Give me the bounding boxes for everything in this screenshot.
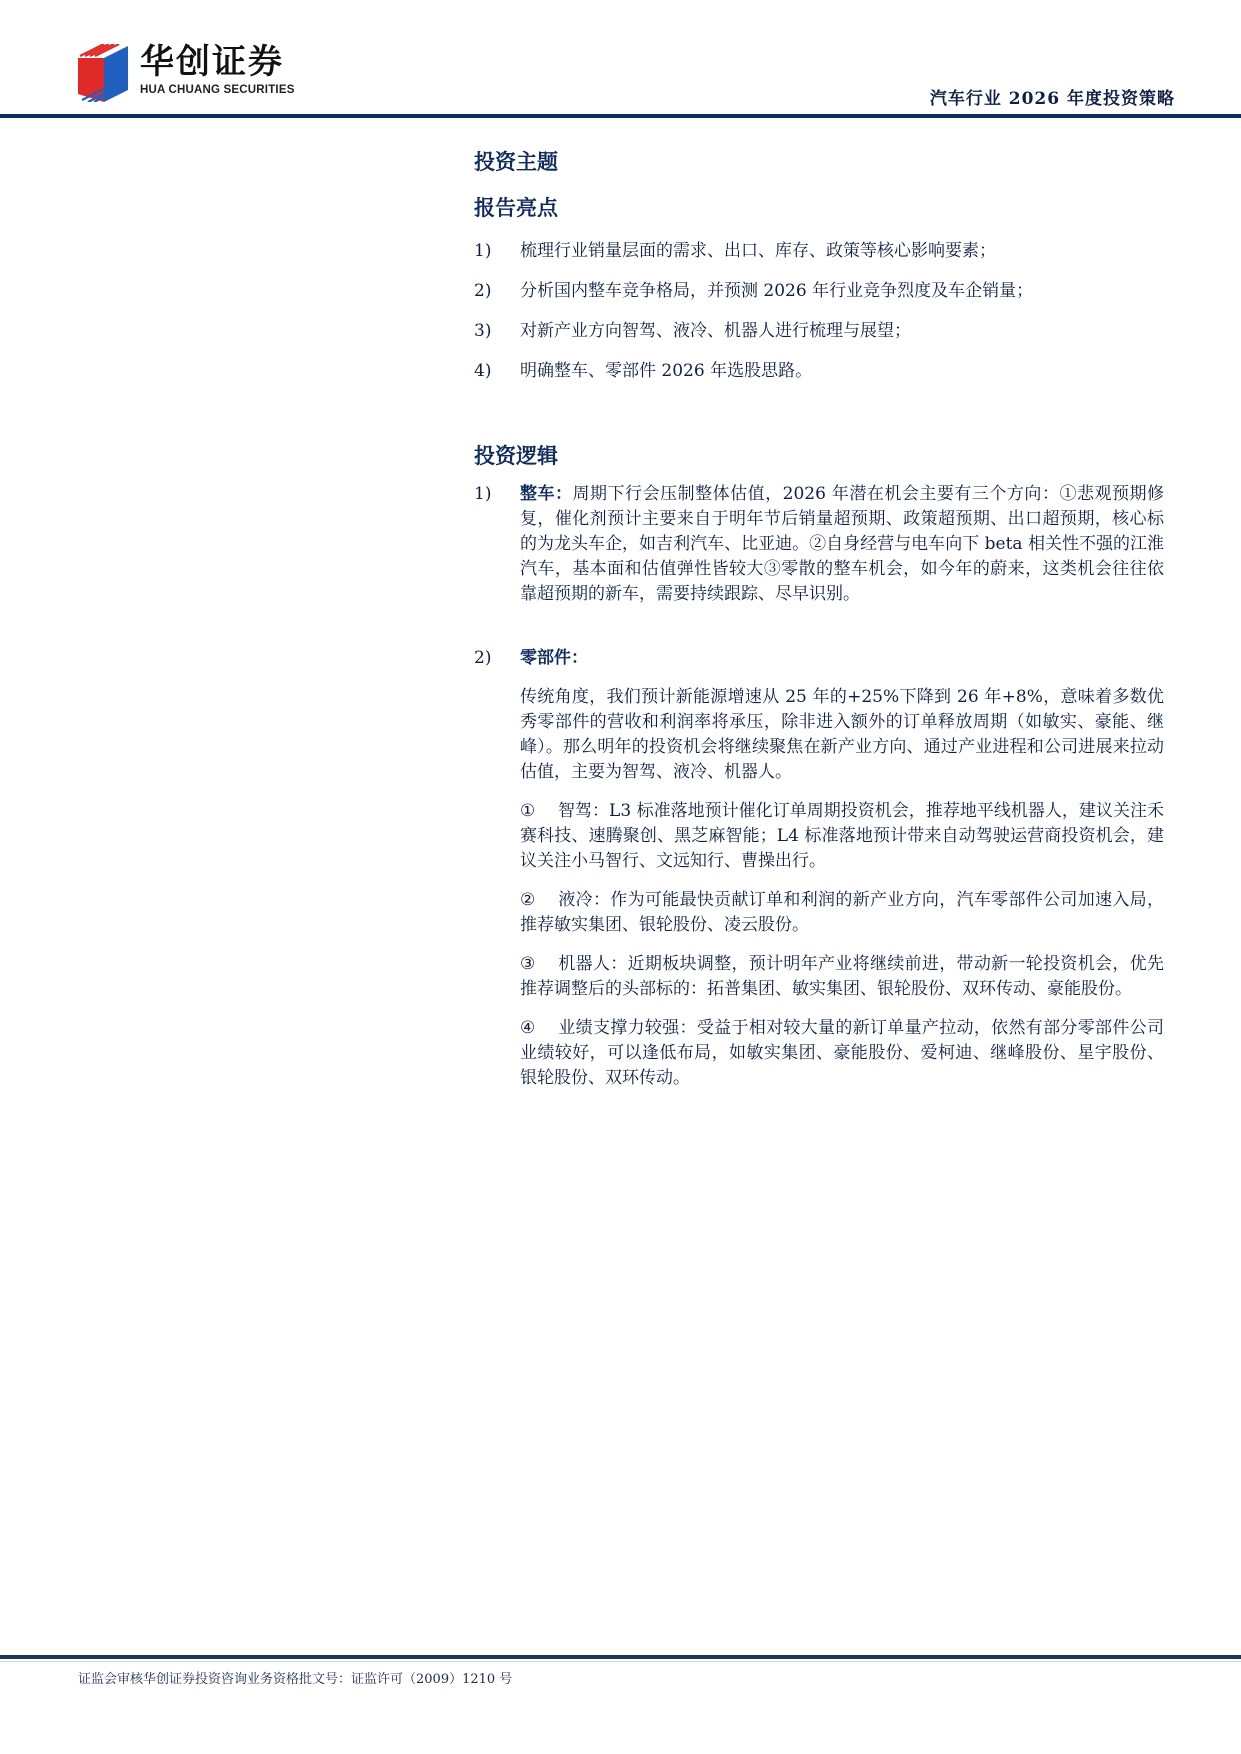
list-item	[474, 360, 1164, 382]
item-text: 周期下行会压制整体估值，2026 年潜在机会主要有三个方向：①悲观预期修复，催化剂预计主要来自于明年节后销量超预期、政策超预期、出口超预期，核心标的为龙头车企，如吉利汽车、比亚迪。②自身经营与电车向下 beta 相关性不强的江淮汽车，基本面和估值弹性皆较大③零散的整车机会，如今年的蔚来，这类机会往往依靠超预期的新车，需要持续跟踪、尽早识别。	[520, 484, 1164, 604]
logic-item-vehicles	[474, 482, 1164, 607]
logic-item-parts	[474, 646, 1164, 1091]
list-number: 2)	[474, 281, 492, 301]
list-text: 对新产业方向智驾、液冷、机器人进行梳理与展望；	[520, 321, 911, 341]
section-heading-highlights: 报告亮点	[474, 195, 558, 220]
circled-number: ①	[520, 801, 536, 821]
report-title: 汽车行业 2026 年度投资策略	[929, 89, 1175, 109]
sub-item-text: 业绩支撑力较强：受益于相对较大量的新订单量产拉动，依然有部分零部件公司业绩较好，可以逢低布局，如敏实集团、豪能股份、爱柯迪、继峰股份、星宇股份、银轮股份、双环传动。	[520, 1018, 1164, 1088]
parts-sub-item	[520, 888, 1164, 938]
highlights-list	[474, 240, 1164, 400]
list-item	[474, 280, 1164, 302]
footer-divider-thin	[0, 1661, 1241, 1662]
company-logo	[78, 42, 318, 104]
parts-sub-item	[520, 799, 1164, 874]
item-label: 零部件：	[520, 648, 588, 668]
list-text: 梳理行业销量层面的需求、出口、库存、政策等核心影响要素；	[520, 241, 996, 261]
list-text: 明确整车、零部件 2026 年选股思路。	[520, 361, 813, 381]
logo-chinese-name: 华创证券	[140, 42, 284, 82]
section-heading-logic: 投资逻辑	[474, 443, 558, 468]
regulatory-disclaimer: 证监会审核华创证券投资咨询业务资格批文号：证监许可（2009）1210 号	[78, 1672, 513, 1687]
header-divider	[0, 114, 1241, 118]
list-item	[474, 320, 1164, 342]
parts-sub-item	[520, 1016, 1164, 1091]
list-number: 2)	[474, 648, 492, 668]
parts-sub-item	[520, 952, 1164, 1002]
list-number: 1)	[474, 241, 492, 261]
logo-english-name: HUA CHUANG SECURITIES	[140, 84, 295, 96]
parts-intro-paragraph: 传统角度，我们预计新能源增速从 25 年的+25%下降到 26 年+8%，意味着多数优秀零部件的营收和利润率将承压，除非进入额外的订单释放周期（如敏实、豪能、继峰）。那么明年的投资机会将继续聚焦在新产业方向、通过产业进程和公司进展来拉动估值，主要为智驾、液冷、机器人。	[520, 687, 1164, 782]
sub-item-text: 机器人：近期板块调整，预计明年产业将继续前进，带动新一轮投资机会，优先推荐调整后的头部标的：拓普集团、敏实集团、银轮股份、双环传动、豪能股份。	[520, 954, 1164, 999]
list-number: 4)	[474, 361, 492, 381]
logo-cube-icon	[78, 44, 134, 102]
section-heading-theme: 投资主题	[474, 149, 558, 174]
list-number: 1)	[474, 484, 492, 504]
sub-item-text: 智驾：L3 标准落地预计催化订单周期投资机会，推荐地平线机器人，建议关注禾赛科技、速腾聚创、黑芝麻智能；L4 标准落地预计带来自动驾驶运营商投资机会，建议关注小马智行、文远知行、曹操出行。	[520, 801, 1164, 871]
sub-item-text: 液冷：作为可能最快贡献订单和利润的新产业方向，汽车零部件公司加速入局，推荐敏实集团、银轮股份、凌云股份。	[520, 890, 1164, 935]
circled-number: ③	[520, 954, 536, 974]
circled-number: ②	[520, 890, 536, 910]
list-text: 分析国内整车竞争格局，并预测 2026 年行业竞争烈度及车企销量；	[520, 281, 1034, 301]
circled-number: ④	[520, 1018, 536, 1038]
footer-divider	[0, 1655, 1241, 1659]
item-label: 整车：	[520, 484, 573, 504]
list-number: 3)	[474, 321, 492, 341]
list-item	[474, 240, 1164, 262]
